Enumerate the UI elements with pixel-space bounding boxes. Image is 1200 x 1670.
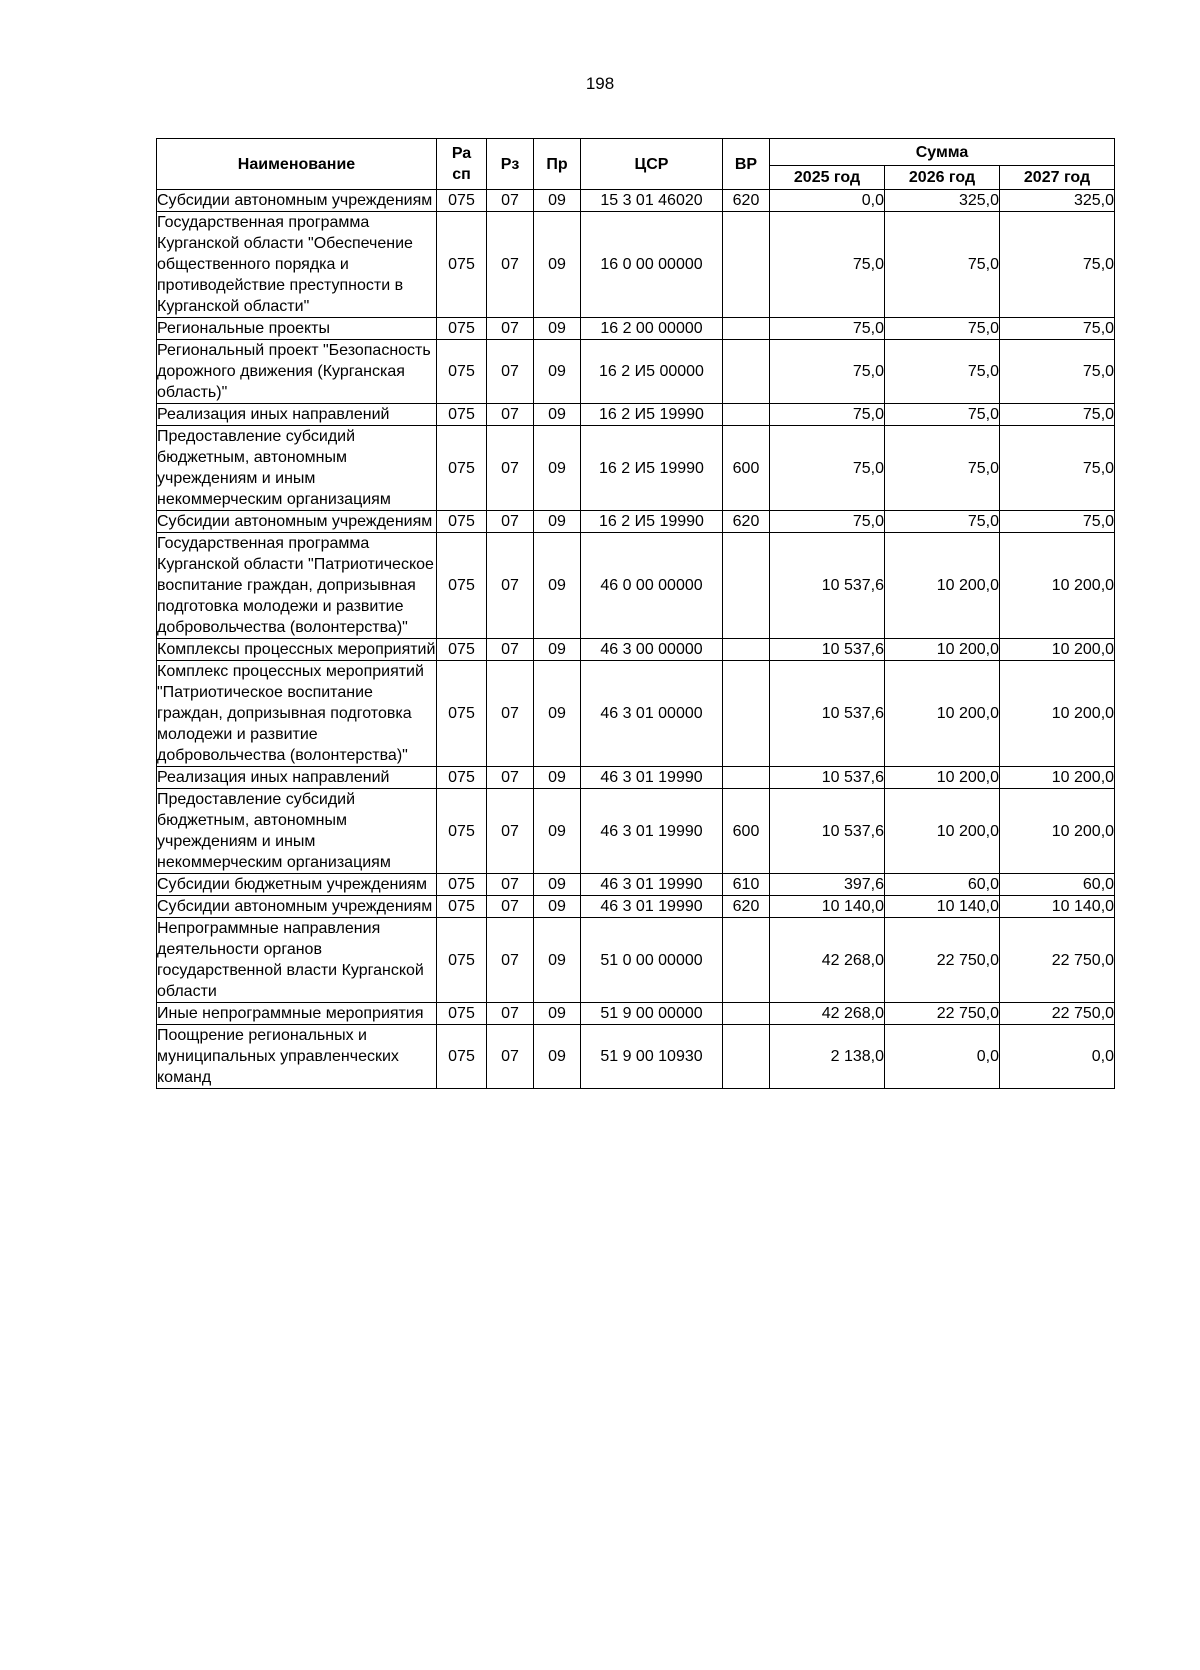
cell-pr: 09 [534, 533, 581, 639]
cell-csr: 15 3 01 46020 [581, 190, 723, 212]
cell-pr: 09 [534, 639, 581, 661]
cell-name: Государственная программа Курганской области "Обеспечение общественного порядка и противодействие преступности в Курганской области" [157, 212, 437, 318]
cell-2026: 325,0 [885, 190, 1000, 212]
cell-name: Региональные проекты [157, 318, 437, 340]
table-row [157, 789, 1115, 874]
header-sum: Сумма [770, 139, 1115, 166]
cell-rasp: 075 [437, 190, 487, 212]
cell-2025: 75,0 [770, 340, 885, 404]
cell-2025: 10 537,6 [770, 767, 885, 789]
cell-pr: 09 [534, 511, 581, 533]
cell-2027: 75,0 [1000, 318, 1115, 340]
cell-name: Субсидии автономным учреждениям [157, 896, 437, 918]
cell-pr: 09 [534, 190, 581, 212]
cell-2026: 75,0 [885, 340, 1000, 404]
cell-rz: 07 [487, 767, 534, 789]
cell-rasp: 075 [437, 404, 487, 426]
header-rasp-line2: сп [452, 166, 471, 183]
cell-csr: 16 2 00 00000 [581, 318, 723, 340]
cell-name: Комплексы процессных мероприятий [157, 639, 437, 661]
header-2026: 2026 год [885, 166, 1000, 190]
cell-rz: 07 [487, 212, 534, 318]
cell-pr: 09 [534, 212, 581, 318]
cell-rasp: 075 [437, 1025, 487, 1089]
cell-2026: 10 200,0 [885, 639, 1000, 661]
cell-csr: 46 3 01 00000 [581, 661, 723, 767]
cell-vr [723, 212, 770, 318]
cell-2025: 10 537,6 [770, 789, 885, 874]
table-row [157, 426, 1115, 511]
cell-2025: 42 268,0 [770, 1003, 885, 1025]
cell-2026: 75,0 [885, 404, 1000, 426]
cell-csr: 46 3 01 19990 [581, 767, 723, 789]
cell-2025: 42 268,0 [770, 918, 885, 1003]
cell-2027: 325,0 [1000, 190, 1115, 212]
table-row [157, 404, 1115, 426]
cell-pr: 09 [534, 340, 581, 404]
table-row [157, 190, 1115, 212]
cell-name: Субсидии автономным учреждениям [157, 511, 437, 533]
cell-rz: 07 [487, 661, 534, 767]
cell-2025: 75,0 [770, 426, 885, 511]
table-row [157, 767, 1115, 789]
cell-rz: 07 [487, 190, 534, 212]
cell-vr: 620 [723, 511, 770, 533]
cell-csr: 46 0 00 00000 [581, 533, 723, 639]
cell-2026: 75,0 [885, 212, 1000, 318]
cell-vr [723, 918, 770, 1003]
table-row [157, 340, 1115, 404]
cell-rasp: 075 [437, 789, 487, 874]
cell-vr: 600 [723, 426, 770, 511]
cell-2026: 10 200,0 [885, 789, 1000, 874]
cell-name: Государственная программа Курганской области "Патриотическое воспитание граждан, допризывная подготовка молодежи и развитие добровольчества (волонтерства)" [157, 533, 437, 639]
cell-2026: 22 750,0 [885, 1003, 1000, 1025]
table-row [157, 896, 1115, 918]
cell-csr: 51 9 00 00000 [581, 1003, 723, 1025]
cell-rz: 07 [487, 318, 534, 340]
cell-pr: 09 [534, 767, 581, 789]
cell-2027: 75,0 [1000, 511, 1115, 533]
cell-2026: 60,0 [885, 874, 1000, 896]
cell-vr [723, 1025, 770, 1089]
cell-csr: 16 2 И5 19990 [581, 404, 723, 426]
cell-csr: 51 0 00 00000 [581, 918, 723, 1003]
cell-vr [723, 767, 770, 789]
cell-rasp: 075 [437, 340, 487, 404]
cell-name: Субсидии автономным учреждениям [157, 190, 437, 212]
cell-2027: 22 750,0 [1000, 918, 1115, 1003]
cell-2025: 10 537,6 [770, 639, 885, 661]
table-body [157, 190, 1115, 1089]
cell-rz: 07 [487, 789, 534, 874]
header-2027: 2027 год [1000, 166, 1115, 190]
cell-rasp: 075 [437, 874, 487, 896]
cell-2026: 10 200,0 [885, 661, 1000, 767]
cell-rasp: 075 [437, 426, 487, 511]
cell-2027: 22 750,0 [1000, 1003, 1115, 1025]
cell-pr: 09 [534, 318, 581, 340]
table-row [157, 639, 1115, 661]
cell-2025: 75,0 [770, 212, 885, 318]
cell-csr: 16 2 И5 19990 [581, 426, 723, 511]
cell-name: Непрограммные направления деятельности органов государственной власти Курганской области [157, 918, 437, 1003]
cell-2027: 10 200,0 [1000, 639, 1115, 661]
cell-rasp: 075 [437, 918, 487, 1003]
cell-pr: 09 [534, 426, 581, 511]
table-row [157, 511, 1115, 533]
cell-rz: 07 [487, 1003, 534, 1025]
cell-2027: 10 200,0 [1000, 533, 1115, 639]
cell-csr: 46 3 00 00000 [581, 639, 723, 661]
cell-rz: 07 [487, 639, 534, 661]
cell-csr: 46 3 01 19990 [581, 896, 723, 918]
cell-rz: 07 [487, 511, 534, 533]
cell-vr [723, 404, 770, 426]
cell-vr [723, 533, 770, 639]
cell-name: Субсидии бюджетным учреждениям [157, 874, 437, 896]
cell-name: Иные непрограммные мероприятия [157, 1003, 437, 1025]
cell-csr: 16 0 00 00000 [581, 212, 723, 318]
table-row [157, 533, 1115, 639]
cell-pr: 09 [534, 918, 581, 1003]
cell-2025: 75,0 [770, 404, 885, 426]
cell-2025: 0,0 [770, 190, 885, 212]
cell-csr: 46 3 01 19990 [581, 874, 723, 896]
cell-2025: 10 537,6 [770, 661, 885, 767]
cell-vr: 600 [723, 789, 770, 874]
cell-vr [723, 318, 770, 340]
cell-2026: 75,0 [885, 318, 1000, 340]
cell-rz: 07 [487, 874, 534, 896]
cell-pr: 09 [534, 789, 581, 874]
cell-2026: 10 200,0 [885, 533, 1000, 639]
cell-2025: 397,6 [770, 874, 885, 896]
cell-rasp: 075 [437, 212, 487, 318]
budget-table [156, 138, 1115, 1089]
header-2025: 2025 год [770, 166, 885, 190]
cell-rasp: 075 [437, 318, 487, 340]
cell-pr: 09 [534, 1025, 581, 1089]
cell-2026: 0,0 [885, 1025, 1000, 1089]
cell-rasp: 075 [437, 1003, 487, 1025]
cell-vr: 610 [723, 874, 770, 896]
cell-2025: 75,0 [770, 318, 885, 340]
table-row [157, 661, 1115, 767]
header-vr: ВР [723, 139, 770, 190]
cell-2027: 75,0 [1000, 212, 1115, 318]
cell-2025: 75,0 [770, 511, 885, 533]
cell-pr: 09 [534, 1003, 581, 1025]
cell-rasp: 075 [437, 511, 487, 533]
cell-pr: 09 [534, 874, 581, 896]
table-row [157, 1003, 1115, 1025]
cell-name: Региональный проект "Безопасность дорожного движения (Курганская область)" [157, 340, 437, 404]
cell-vr [723, 340, 770, 404]
table-row [157, 1025, 1115, 1089]
cell-csr: 16 2 И5 19990 [581, 511, 723, 533]
cell-name: Поощрение региональных и муниципальных управленческих команд [157, 1025, 437, 1089]
cell-rz: 07 [487, 404, 534, 426]
cell-vr [723, 639, 770, 661]
cell-2027: 75,0 [1000, 340, 1115, 404]
table-row [157, 918, 1115, 1003]
cell-name: Предоставление субсидий бюджетным, автономным учреждениям и иным некоммерческим организациям [157, 789, 437, 874]
cell-2027: 60,0 [1000, 874, 1115, 896]
header-rasp-line1: Ра [451, 145, 472, 162]
table-row [157, 318, 1115, 340]
cell-2027: 10 200,0 [1000, 661, 1115, 767]
cell-2026: 22 750,0 [885, 918, 1000, 1003]
cell-vr [723, 1003, 770, 1025]
cell-rz: 07 [487, 896, 534, 918]
cell-2027: 10 200,0 [1000, 767, 1115, 789]
cell-2027: 75,0 [1000, 404, 1115, 426]
cell-csr: 16 2 И5 00000 [581, 340, 723, 404]
cell-rz: 07 [487, 426, 534, 511]
cell-csr: 51 9 00 10930 [581, 1025, 723, 1089]
cell-vr: 620 [723, 190, 770, 212]
cell-pr: 09 [534, 661, 581, 767]
cell-rz: 07 [487, 533, 534, 639]
header-rz: Рз [487, 139, 534, 190]
table-row [157, 874, 1115, 896]
header-rasp [437, 139, 487, 190]
cell-rasp: 075 [437, 661, 487, 767]
cell-2027: 10 200,0 [1000, 789, 1115, 874]
cell-vr [723, 661, 770, 767]
cell-rz: 07 [487, 918, 534, 1003]
page-number: 198 [585, 74, 615, 93]
cell-2025: 2 138,0 [770, 1025, 885, 1089]
header-pr: Пр [534, 139, 581, 190]
cell-2025: 10 140,0 [770, 896, 885, 918]
cell-rz: 07 [487, 1025, 534, 1089]
cell-rasp: 075 [437, 639, 487, 661]
cell-name: Комплекс процессных мероприятий "Патриотическое воспитание граждан, допризывная подготовка молодежи и развитие добровольчества (волонтерства)" [157, 661, 437, 767]
cell-pr: 09 [534, 896, 581, 918]
cell-csr: 46 3 01 19990 [581, 789, 723, 874]
cell-2027: 75,0 [1000, 426, 1115, 511]
header-name: Наименование [157, 139, 437, 190]
cell-name: Реализация иных направлений [157, 767, 437, 789]
cell-vr: 620 [723, 896, 770, 918]
cell-rasp: 075 [437, 533, 487, 639]
table-row [157, 212, 1115, 318]
cell-2027: 0,0 [1000, 1025, 1115, 1089]
cell-2025: 10 537,6 [770, 533, 885, 639]
cell-2027: 10 140,0 [1000, 896, 1115, 918]
cell-rasp: 075 [437, 896, 487, 918]
cell-name: Реализация иных направлений [157, 404, 437, 426]
cell-name: Предоставление субсидий бюджетным, автономным учреждениям и иным некоммерческим организациям [157, 426, 437, 511]
cell-pr: 09 [534, 404, 581, 426]
cell-rasp: 075 [437, 767, 487, 789]
cell-2026: 10 200,0 [885, 767, 1000, 789]
header-csr: ЦСР [581, 139, 723, 190]
cell-2026: 75,0 [885, 511, 1000, 533]
cell-rz: 07 [487, 340, 534, 404]
cell-2026: 75,0 [885, 426, 1000, 511]
cell-2026: 10 140,0 [885, 896, 1000, 918]
